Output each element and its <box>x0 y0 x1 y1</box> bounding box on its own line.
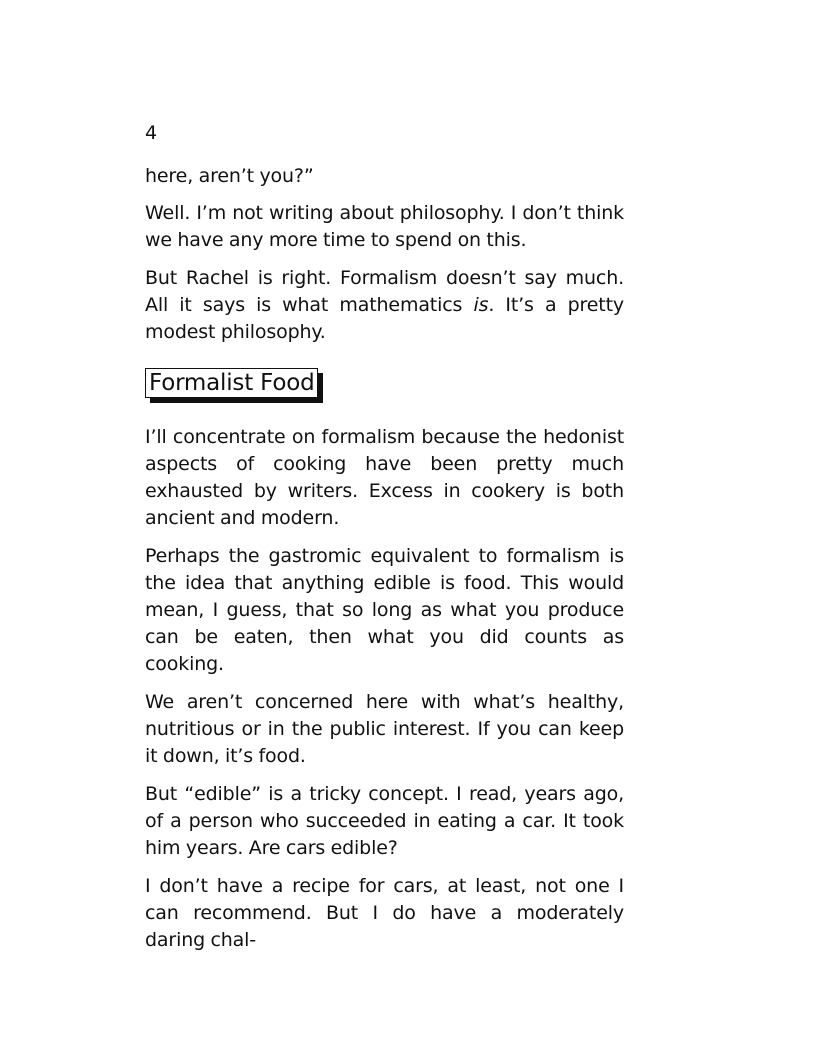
paragraph-hedonist: I’ll concentrate on formalism because the hedonist aspects of cooking have been pretty much exhausted by writers. Excess in cookery is both ancient and modern. <box>145 426 624 529</box>
section-heading-container <box>145 368 624 404</box>
page-number: 4 <box>145 122 158 144</box>
paragraph-recipe: I don’t have a recipe for cars, at least, not one I can recommend. But I do have a moderately daring chal- <box>145 875 624 951</box>
paragraph-gastronomic: Perhaps the gastromic equivalent to formalism is the idea that anything edible is food. This would mean, I guess, that so long as what you produce can be eaten, then what you did counts as cooking. <box>145 545 624 675</box>
paragraph-healthy: We aren’t concerned here with what’s healthy, nutritious or in the public interest. If you can keep it down, it’s food. <box>145 691 624 767</box>
rachel-text-end: . It’s a pretty modest philosophy. <box>145 294 624 343</box>
paragraph-not-philosophy: Well. I’m not writing about philosophy. I don’t think we have any more time to spend on this. <box>145 202 624 251</box>
paragraph-edible: But “edible” is a tricky concept. I read, years ago, of a person who succeeded in eating a car. It took him years. Are cars edible? <box>145 783 624 859</box>
paragraph-continuation: here, aren’t you?” <box>145 165 314 187</box>
rachel-text-start: But Rachel is right. Formalism doesn’t say much. All it says is what mathematics <box>145 267 624 316</box>
paragraph-rachel <box>145 265 624 346</box>
section-heading: Formalist Food <box>145 368 318 398</box>
emphasis-is: is <box>473 294 489 316</box>
page-body <box>145 120 624 965</box>
